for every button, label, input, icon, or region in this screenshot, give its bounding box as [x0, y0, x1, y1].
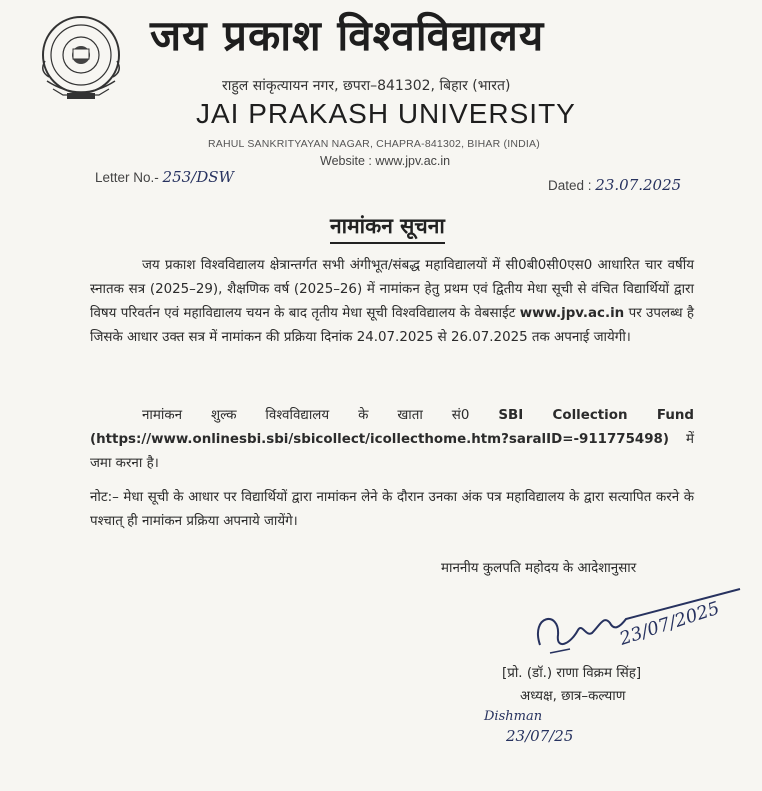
- paragraph-1-text-a: जय प्रकाश विश्वविद्यालय क्षेत्रान्तर्गत सभी अंगीभूत/संबद्ध महाविद्यालयों में सी0बी0सी0एस0 आधारित चार वर्षीय स्नातक सत्र (2025–29), शैक्षणिक वर्ष (2025–26) में नामांकन हेतु प्रथम एवं द्वितीय मेधा सूची से वंचित विद्यार्थियों द्वारा विषय परिवर्तन एवं महाविद्यालय चयन के बाद तृतीय मेधा सूची विश्वविद्यालय के वेबसाईट: [90, 258, 694, 321]
- letter-date: [548, 176, 681, 194]
- university-seal-icon: [33, 11, 129, 107]
- letter-number-value: 253/DSW: [162, 168, 234, 186]
- signature-date: 23/07/2025: [617, 597, 723, 650]
- paragraph-2-text-a: नामांकन शुल्क विश्वविद्यालय के खाता सं0: [142, 408, 470, 423]
- note-label: नोट:–: [90, 490, 119, 505]
- order-line: माननीय कुलपति महोदय के आदेशानुसार: [441, 561, 637, 576]
- signatory-designation: अध्यक्ष, छात्र–कल्याण: [520, 689, 626, 704]
- university-title-hindi: जय प्रकाश विश्वविद्यालय: [150, 11, 545, 60]
- notice-heading: नामांकन सूचना: [330, 212, 445, 244]
- note-text: मेधा सूची के आधार पर विद्यार्थियों द्वारा नामांकन लेने के दौरान उनका अंक पत्र महाविद्यालय के द्वारा सत्यापित करने के पश्चात् ही नामांकन प्रक्रिया अपनाये जायेंगे।: [90, 490, 694, 529]
- date-label: Dated :: [548, 178, 592, 193]
- paragraph-1-text-b: पर उपलब्ध है जिसके आधार उक्त सत्र में नामांकन की प्रक्रिया दिनांक 24.07.2025 से 26.07.2025 तक अपनाई जायेगी।: [90, 306, 694, 345]
- paragraph-2: [90, 404, 694, 476]
- letter-number: [95, 168, 234, 186]
- handwritten-note-name: Dishman: [484, 709, 543, 724]
- signatory-name: [प्रो. (डॉ.) राणा विक्रम सिंह]: [502, 666, 642, 681]
- paragraph-2-text-b: में जमा करना है।: [90, 432, 694, 471]
- date-value: 23.07.2025: [595, 176, 682, 194]
- website-link[interactable]: www.jpv.ac.in: [519, 306, 625, 321]
- letter-number-label: Letter No.-: [95, 170, 159, 185]
- handwritten-signature: [530, 575, 760, 665]
- website-line: Website : www.jpv.ac.in: [320, 154, 451, 168]
- paragraph-1: [90, 254, 694, 350]
- note-paragraph: [90, 486, 694, 534]
- sbi-collect-link[interactable]: SBI Collection Fund (https://www.onlinesbi.sbi/sbicollect/icollecthome.htm?saralID=-911775498): [90, 408, 694, 447]
- address-english: RAHUL SANKRITYAYAN NAGAR, CHAPRA-841302, BIHAR (INDIA): [208, 138, 540, 150]
- address-hindi: राहुल सांकृत्यायन नगर, छपरा–841302, बिहार (भारत): [222, 78, 511, 94]
- handwritten-note-date: 23/07/25: [506, 727, 574, 745]
- university-title-english: JAI PRAKASH UNIVERSITY: [196, 98, 576, 129]
